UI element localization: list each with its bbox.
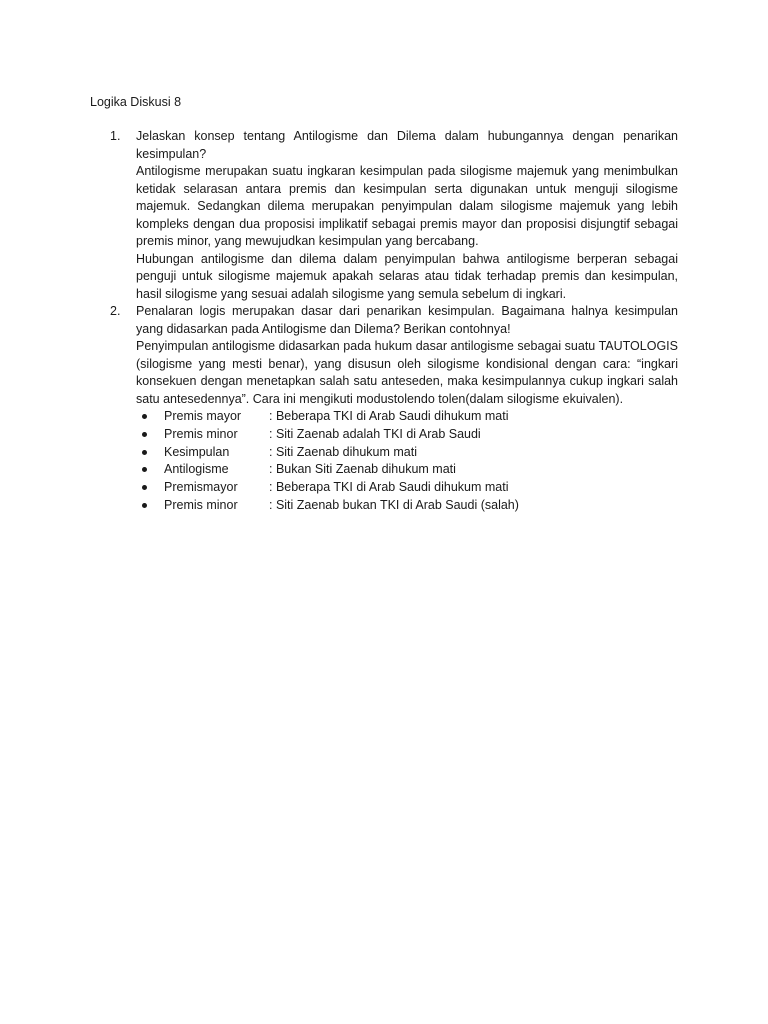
question-text-line: Penalaran logis merupakan dasar dari penarikan kesimpulan. Bagaimana halnya kesimpulan xyxy=(136,304,678,318)
list-item-term: Premismayor xyxy=(164,480,238,495)
question-number: 2. xyxy=(110,304,121,318)
list-item-value: : Siti Zaenab dihukum mati xyxy=(269,444,417,459)
question-text-line: yang didasarkan pada Antilogisme dan Dilema? Berikan contohnya! xyxy=(136,321,511,336)
list-item xyxy=(136,461,678,479)
list-item-term: Premis minor xyxy=(164,497,238,512)
question-body xyxy=(136,303,678,515)
list-item-value: : Siti Zaenab bukan TKI di Arab Saudi (salah) xyxy=(269,497,519,512)
list-item xyxy=(136,408,678,426)
answer-paragraph: Penyimpulan antilogisme didasarkan pada hukum dasar antilogisme sebagai suatu TAUTOLOGIS (silogisme yang mesti benar), yang disusun oleh silogisme kondisional dengan cara: “ingkari konsekuen dengan menetapkan salah satu anteseden, maka kesimpulannya cukup ingkari salah satu antesedennya”. Cara ini mengikuti modustolendo tolen(dalam silogisme ekuivalen). xyxy=(136,339,678,406)
list-item xyxy=(136,497,678,515)
question-2 xyxy=(110,303,678,515)
bullet-icon xyxy=(136,497,164,515)
question-list xyxy=(110,128,678,515)
list-item xyxy=(136,444,678,462)
syllogism-list xyxy=(136,408,678,515)
bullet-icon xyxy=(136,444,164,462)
list-item-value: : Bukan Siti Zaenab dihukum mati xyxy=(269,462,456,477)
question-text-line: Jelaskan konsep tentang Antilogisme dan Dilema dalam hubungannya dengan penarikan xyxy=(136,129,678,143)
list-item-value: : Beberapa TKI di Arab Saudi dihukum mati xyxy=(269,480,509,495)
list-item-value: : Siti Zaenab adalah TKI di Arab Saudi xyxy=(269,426,481,441)
question-1 xyxy=(110,128,678,303)
document-title: Logika Diskusi 8 xyxy=(90,95,182,109)
list-item-term: Premis mayor xyxy=(164,409,242,423)
list-item xyxy=(136,426,678,444)
answer-paragraph: Antilogisme merupakan suatu ingkaran kesimpulan pada silogisme majemuk yang menimbulkan ketidak selarasan antara premis dan kesimpulan serta digunakan untuk menguji silogisme majemuk. Sedangkan dilema merupakan penyimpulan dalam silogisme majemuk yang lebih kompleks dengan dua proposisi implikatif sebagai premis mayor dan proposisi disjungtif sebagai premis minor, yang mewujudkan kesimpulan yang bercabang. xyxy=(136,164,678,248)
question-text-line: kesimpulan? xyxy=(136,146,207,161)
bullet-icon xyxy=(136,461,164,479)
list-item-term: Antilogisme xyxy=(164,462,229,477)
question-number: 1. xyxy=(110,129,121,143)
list-item-term: Kesimpulan xyxy=(164,444,230,459)
list-item-value: : Beberapa TKI di Arab Saudi dihukum mati xyxy=(269,409,509,423)
list-item-term: Premis minor xyxy=(164,426,238,441)
bullet-icon xyxy=(136,426,164,444)
bullet-icon xyxy=(136,479,164,497)
bullet-icon xyxy=(136,408,164,426)
answer-paragraph: Hubungan antilogisme dan dilema dalam penyimpulan bahwa antilogisme berperan sebagai penguji untuk silogisme majemuk apakah selaras atau tidak terhadap premis dan kesimpulan, hasil silogisme yang sesuai adalah silogisme yang semula sebelum di ingkari. xyxy=(136,251,678,301)
question-body xyxy=(136,128,678,303)
list-item xyxy=(136,479,678,497)
